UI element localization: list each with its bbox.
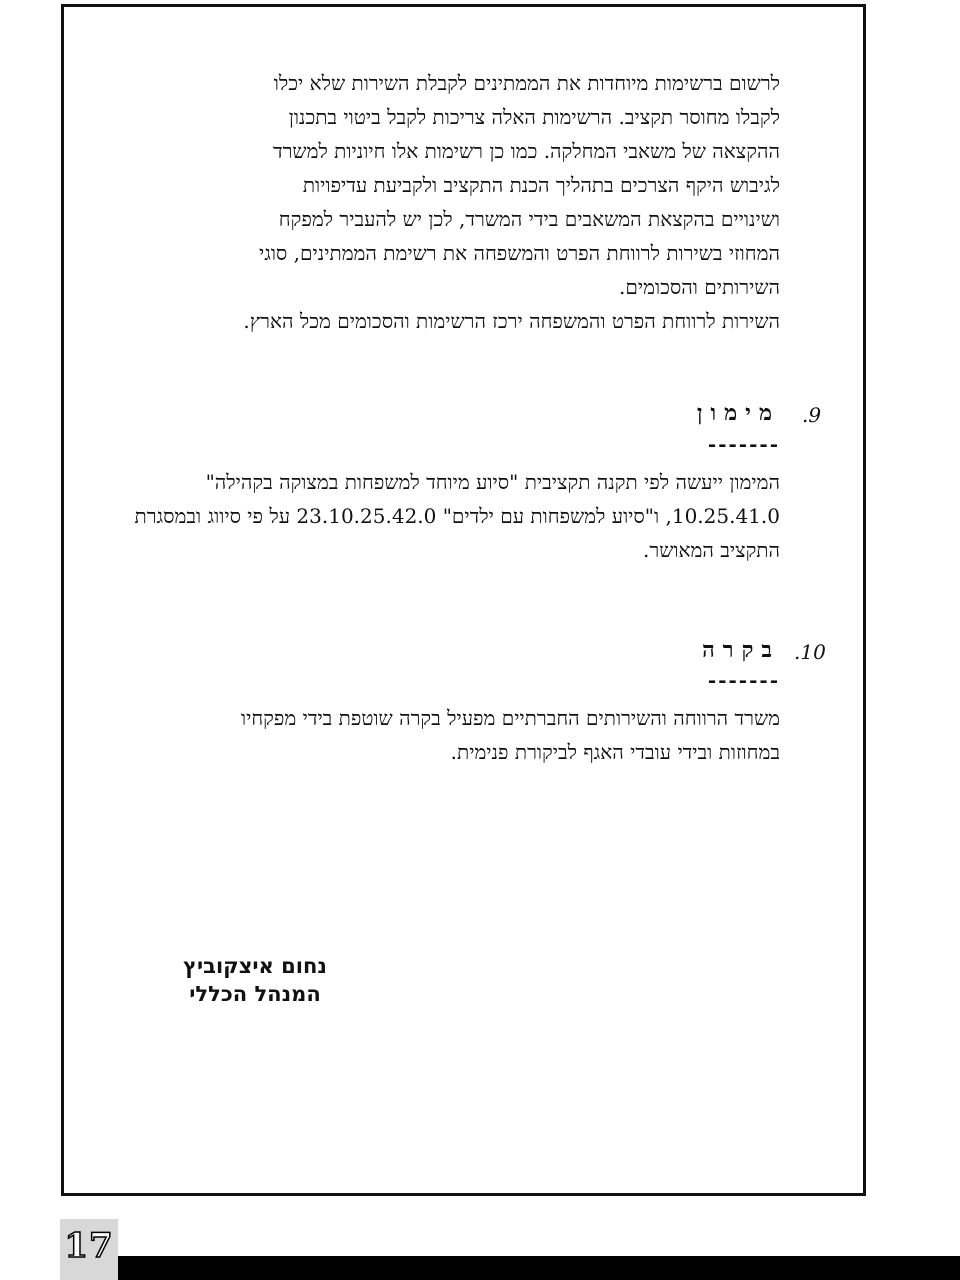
intro-line: השירותים והסכומים. bbox=[619, 275, 780, 299]
intro-paragraph bbox=[120, 66, 780, 338]
section-9-line: המימון ייעשה לפי תקנה תקציבית "סיוע מיוחד למשפחות במצוקה בקהילה" bbox=[205, 470, 780, 494]
section-9-underline: ------- bbox=[707, 432, 780, 456]
footer-bar bbox=[118, 1256, 960, 1280]
intro-line: השירות לרווחת הפרט והמשפחה ירכז הרשימות והסכומים מכל הארץ. bbox=[243, 309, 780, 333]
section-9-number: .9 bbox=[802, 403, 822, 427]
intro-line: ההקצאה של משאבי המחלקה. כמו כן רשימות אלו חיוניות למשרד bbox=[272, 139, 780, 163]
section-9-line: התקציב המאושר. bbox=[643, 538, 780, 562]
page-number: 17 bbox=[64, 1226, 114, 1266]
section-10-title: בקרה bbox=[702, 637, 780, 663]
intro-line: ושינויים בהקצאת המשאבים בידי המשרד, לכן יש להעביר למפקח bbox=[278, 207, 780, 231]
section-10-number: .10 bbox=[794, 640, 826, 664]
section-9-body bbox=[120, 465, 780, 567]
intro-line: לגיבוש היקף הצרכים בתהליך הכנת התקציב ולקביעת עדיפויות bbox=[302, 173, 780, 197]
section-10-line: משרד הרווחה והשירותים החברתיים מפעיל בקרה שוטפת בידי מפקחיו bbox=[240, 706, 780, 730]
section-10-underline: ------- bbox=[707, 668, 780, 692]
section-9-line: 10.25.41.0, ו"סיוע למשפחות עם ילדים" 23.10.25.42.0 על פי סיווג ובמסגרת bbox=[134, 504, 780, 528]
intro-line: לקבלו מחוסר תקציב. הרשימות האלה צריכות לקבל ביטוי בתכנון bbox=[288, 105, 780, 129]
section-9-title: מימון bbox=[696, 400, 780, 426]
signature-name: נחום איצקוביץ bbox=[183, 954, 327, 978]
intro-line: המחוזי בשירות לרווחת הפרט והמשפחה את רשימת הממתינים, סוגי bbox=[258, 241, 780, 265]
intro-line: לרשום ברשימות מיוחדות את הממתינים לקבלת השירות שלא יכלו bbox=[273, 71, 780, 95]
section-10-body bbox=[120, 701, 780, 769]
signature-role: המנהל הכללי bbox=[189, 982, 321, 1006]
signature-block bbox=[170, 952, 340, 1008]
section-10-line: במחוזות ובידי עובדי האגף לביקורת פנימית. bbox=[450, 740, 780, 764]
